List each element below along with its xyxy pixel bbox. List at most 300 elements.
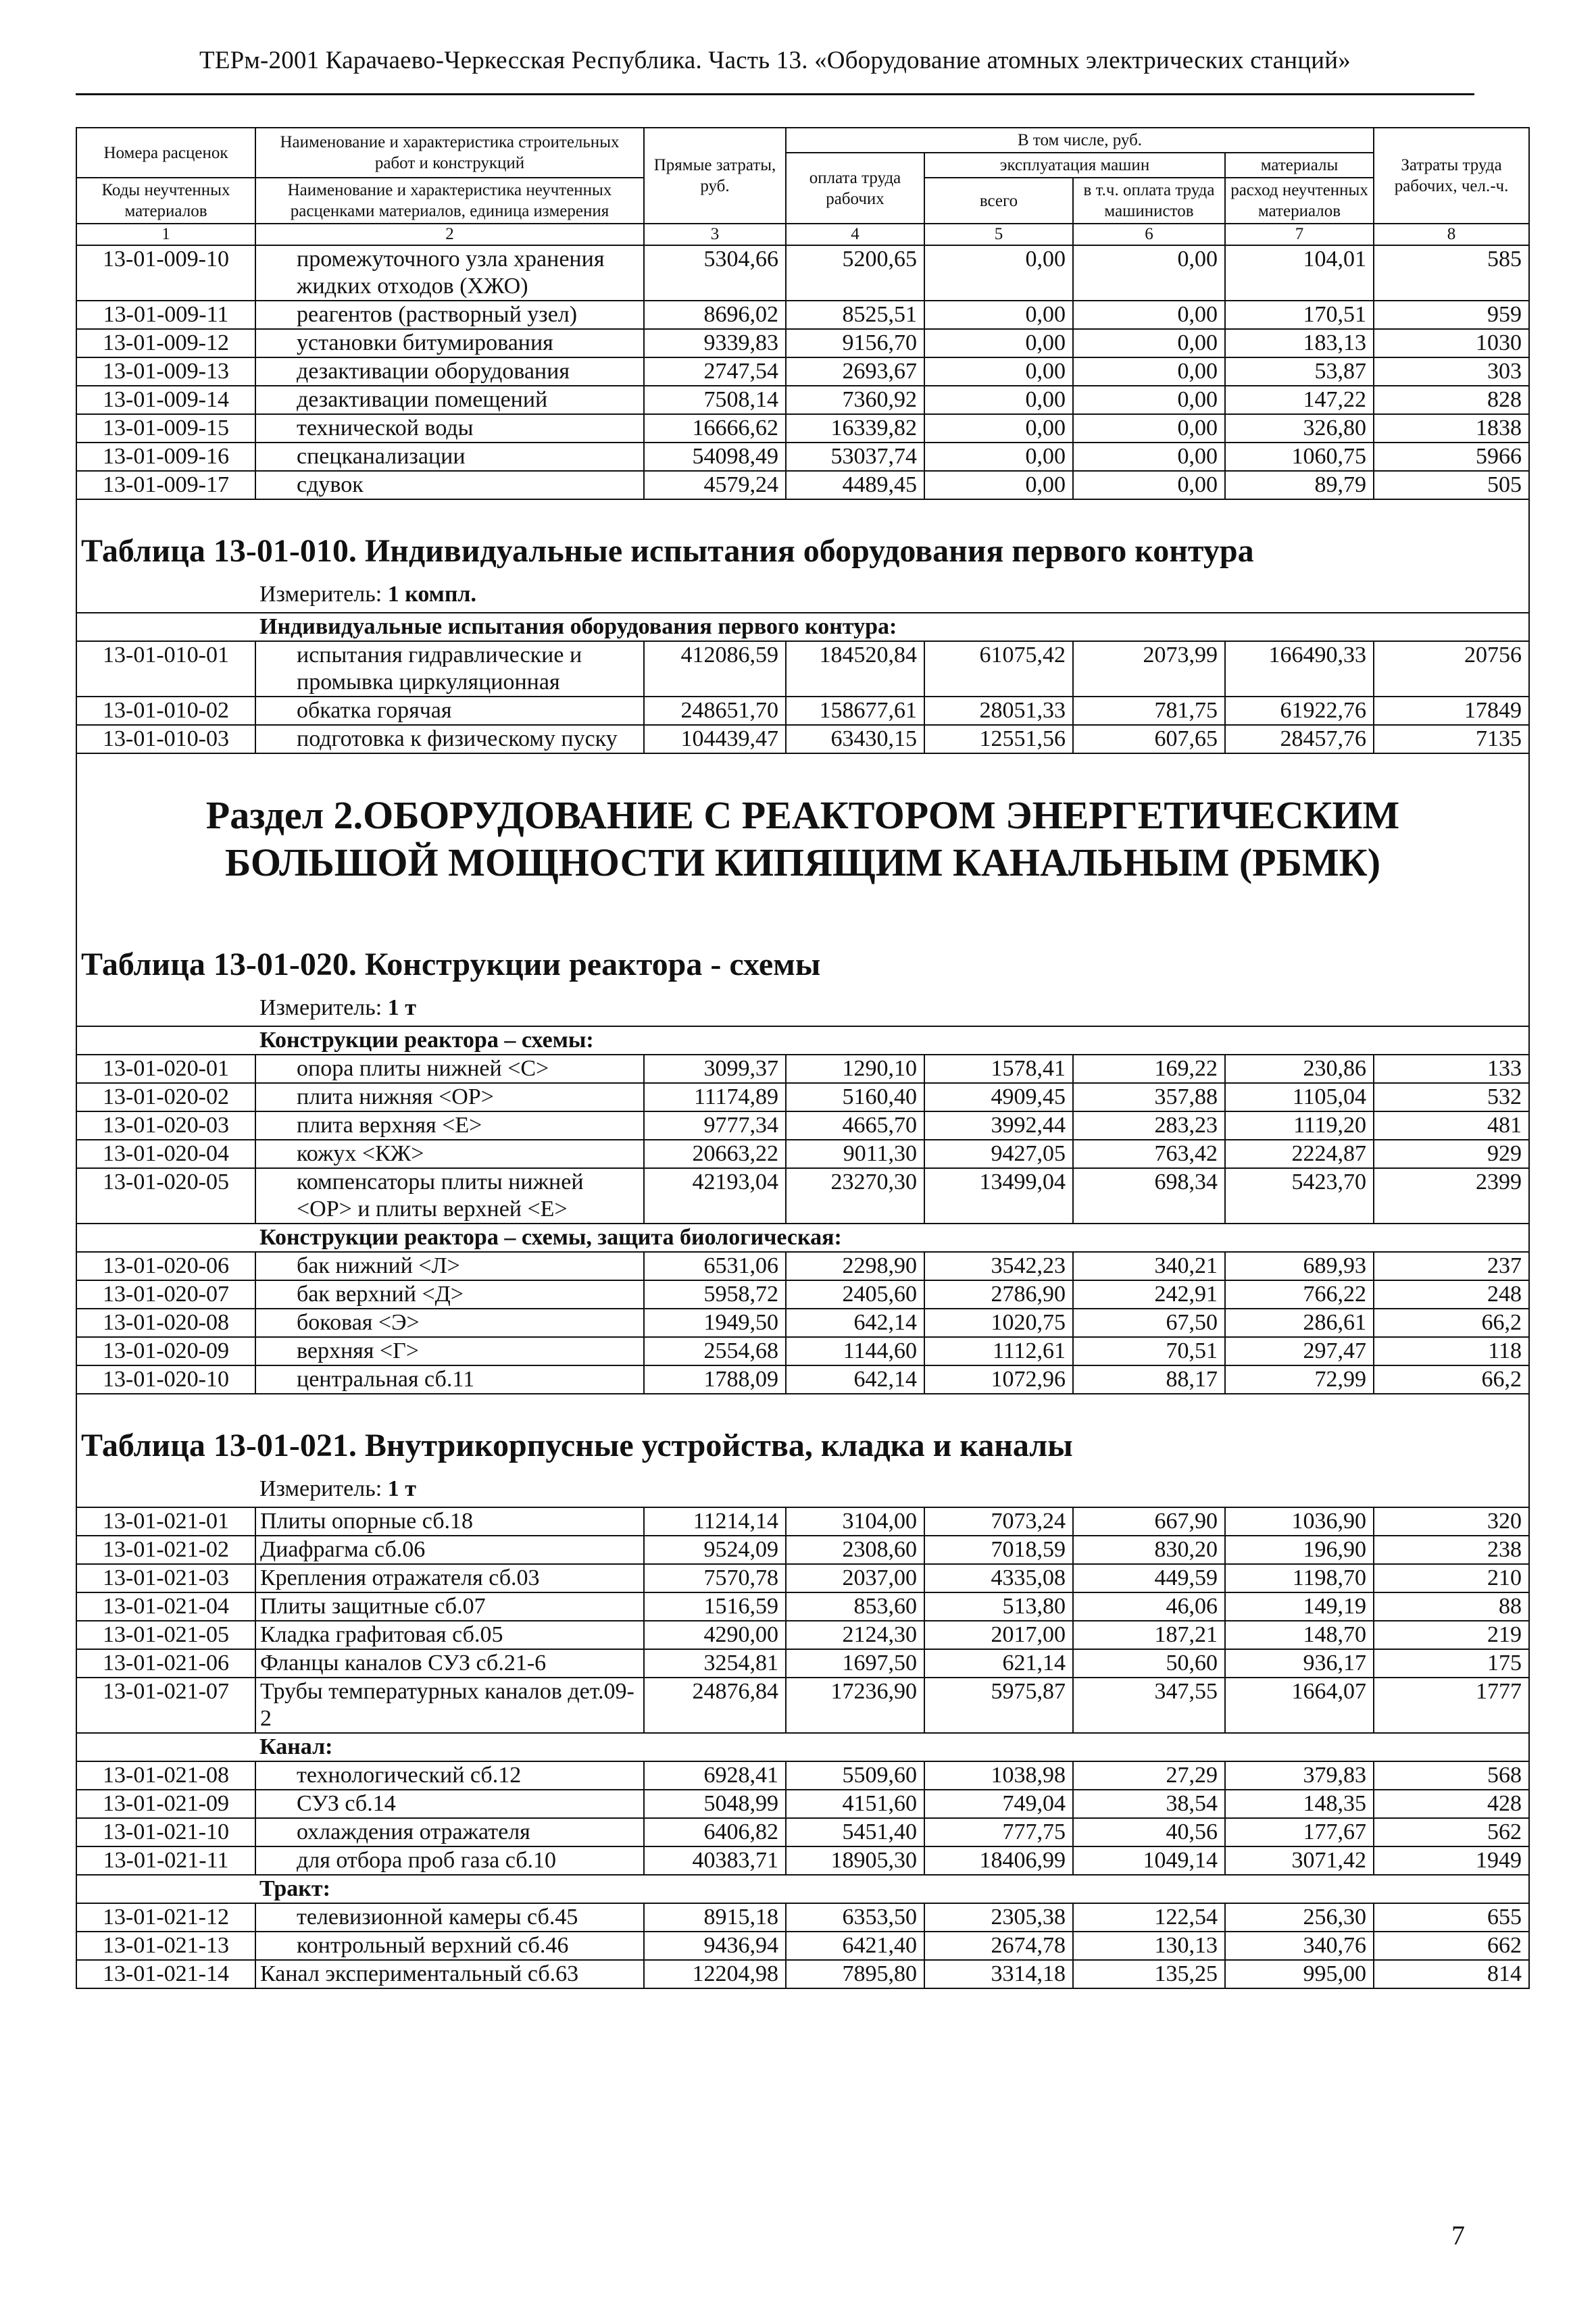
machinist-labor-cost: 0,00 bbox=[1073, 414, 1225, 443]
table-row bbox=[76, 471, 1529, 499]
labor-hours: 7135 bbox=[1374, 725, 1529, 753]
group-label: Тракт: bbox=[76, 1875, 1529, 1903]
direct-cost: 54098,49 bbox=[644, 443, 786, 471]
work-name: Плиты защитные сб.07 bbox=[255, 1592, 644, 1621]
machine-cost: 7018,59 bbox=[924, 1536, 1073, 1564]
labor-cost: 5160,40 bbox=[786, 1083, 924, 1111]
table-row bbox=[76, 1507, 1529, 1536]
column-number: 6 bbox=[1073, 224, 1225, 245]
column-number: 4 bbox=[786, 224, 924, 245]
table-row bbox=[76, 1564, 1529, 1592]
direct-cost: 16666,62 bbox=[644, 414, 786, 443]
work-name: технологический сб.12 bbox=[255, 1761, 644, 1790]
table-row bbox=[76, 1111, 1529, 1140]
group-row bbox=[76, 613, 1529, 641]
rate-code: 13-01-021-14 bbox=[76, 1960, 255, 1988]
work-name: бак нижний <Л> bbox=[255, 1252, 644, 1280]
work-name: кожух <КЖ> bbox=[255, 1140, 644, 1168]
measure-cell bbox=[76, 995, 1529, 1026]
materials-cost: 326,80 bbox=[1225, 414, 1374, 443]
table-row bbox=[76, 1083, 1529, 1111]
table-row bbox=[76, 1846, 1529, 1875]
machinist-labor-cost: 0,00 bbox=[1073, 245, 1225, 301]
direct-cost: 104439,47 bbox=[644, 725, 786, 753]
machinist-labor-cost: 667,90 bbox=[1073, 1507, 1225, 1536]
table-row bbox=[76, 1280, 1529, 1309]
measure-label: Измеритель: bbox=[259, 995, 382, 1020]
rate-code: 13-01-020-06 bbox=[76, 1252, 255, 1280]
group-row bbox=[76, 1875, 1529, 1903]
table-row bbox=[76, 1903, 1529, 1932]
table-row bbox=[76, 443, 1529, 471]
machinist-labor-cost: 0,00 bbox=[1073, 471, 1225, 499]
price-table-body bbox=[76, 128, 1529, 1988]
labor-hours: 66,2 bbox=[1374, 1365, 1529, 1394]
table-title-row bbox=[76, 499, 1529, 581]
direct-cost: 2554,68 bbox=[644, 1337, 786, 1365]
column-number: 3 bbox=[644, 224, 786, 245]
work-name: для отбора проб газа сб.10 bbox=[255, 1846, 644, 1875]
work-name: СУЗ сб.14 bbox=[255, 1790, 644, 1818]
rate-code: 13-01-010-02 bbox=[76, 697, 255, 725]
machinist-labor-cost: 46,06 bbox=[1073, 1592, 1225, 1621]
work-name: Кладка графитовая сб.05 bbox=[255, 1621, 644, 1649]
labor-hours: 562 bbox=[1374, 1818, 1529, 1846]
materials-cost: 148,35 bbox=[1225, 1790, 1374, 1818]
col3-header: Прямые затраты, руб. bbox=[644, 128, 786, 224]
machinist-labor-cost: 187,21 bbox=[1073, 1621, 1225, 1649]
direct-cost: 6406,82 bbox=[644, 1818, 786, 1846]
labor-cost: 7895,80 bbox=[786, 1960, 924, 1988]
labor-cost: 184520,84 bbox=[786, 641, 924, 697]
machinist-labor-cost: 347,55 bbox=[1073, 1678, 1225, 1733]
table-row bbox=[76, 357, 1529, 386]
col8-header: Затраты труда рабочих, чел.-ч. bbox=[1374, 128, 1529, 224]
table-row bbox=[76, 1960, 1529, 1988]
machinist-labor-cost: 0,00 bbox=[1073, 357, 1225, 386]
labor-hours: 532 bbox=[1374, 1083, 1529, 1111]
labor-cost: 1697,50 bbox=[786, 1649, 924, 1678]
materials-cost: 1036,90 bbox=[1225, 1507, 1374, 1536]
labor-hours: 2399 bbox=[1374, 1168, 1529, 1224]
table-title-row bbox=[76, 913, 1529, 995]
column-number: 1 bbox=[76, 224, 255, 245]
machinist-labor-cost: 763,42 bbox=[1073, 1140, 1225, 1168]
machinist-labor-cost: 283,23 bbox=[1073, 1111, 1225, 1140]
rate-code: 13-01-009-17 bbox=[76, 471, 255, 499]
table-row bbox=[76, 1309, 1529, 1337]
measure-cell bbox=[76, 1476, 1529, 1507]
page-number: 7 bbox=[1451, 2220, 1465, 2250]
work-name: охлаждения отражателя bbox=[255, 1818, 644, 1846]
rate-code: 13-01-021-06 bbox=[76, 1649, 255, 1678]
machinist-labor-cost: 242,91 bbox=[1073, 1280, 1225, 1309]
machine-cost: 1578,41 bbox=[924, 1055, 1073, 1083]
col7-header: расход неучтенных материалов bbox=[1225, 178, 1374, 224]
work-name: плита верхняя <Е> bbox=[255, 1111, 644, 1140]
header-row-top bbox=[76, 128, 1529, 153]
rate-code: 13-01-021-04 bbox=[76, 1592, 255, 1621]
materials-cost: 147,22 bbox=[1225, 386, 1374, 414]
machinist-labor-cost: 0,00 bbox=[1073, 386, 1225, 414]
page-header: ТЕРм-2001 Карачаево-Черкесская Республика. Часть 13. «Оборудование атомных электрических станций» bbox=[199, 47, 1351, 74]
labor-hours: 219 bbox=[1374, 1621, 1529, 1649]
materials-cost: 177,67 bbox=[1225, 1818, 1374, 1846]
column-number: 2 bbox=[255, 224, 644, 245]
rate-code: 13-01-020-10 bbox=[76, 1365, 255, 1394]
materials-cost: 170,51 bbox=[1225, 301, 1374, 329]
machinist-labor-cost: 698,34 bbox=[1073, 1168, 1225, 1224]
machine-cost: 3542,23 bbox=[924, 1252, 1073, 1280]
table-row bbox=[76, 329, 1529, 357]
labor-hours: 828 bbox=[1374, 386, 1529, 414]
labor-hours: 248 bbox=[1374, 1280, 1529, 1309]
materials-cost: 1105,04 bbox=[1225, 1083, 1374, 1111]
materials-cost: 1060,75 bbox=[1225, 443, 1374, 471]
table-row bbox=[76, 697, 1529, 725]
table-row bbox=[76, 1536, 1529, 1564]
col1-header-top: Номера расценок bbox=[76, 128, 255, 178]
table-title: Таблица 13-01-010. Индивидуальные испытания оборудования первого контура bbox=[76, 499, 1529, 581]
direct-cost: 6531,06 bbox=[644, 1252, 786, 1280]
work-name: промежуточного узла хранения жидких отходов (ХЖО) bbox=[255, 245, 644, 301]
labor-hours: 655 bbox=[1374, 1903, 1529, 1932]
machinist-labor-cost: 781,75 bbox=[1073, 697, 1225, 725]
labor-cost: 16339,82 bbox=[786, 414, 924, 443]
machine-cost: 3314,18 bbox=[924, 1960, 1073, 1988]
machine-cost: 0,00 bbox=[924, 443, 1073, 471]
rate-code: 13-01-021-12 bbox=[76, 1903, 255, 1932]
labor-hours: 959 bbox=[1374, 301, 1529, 329]
labor-cost: 23270,30 bbox=[786, 1168, 924, 1224]
machine-cost: 61075,42 bbox=[924, 641, 1073, 697]
direct-cost: 248651,70 bbox=[644, 697, 786, 725]
labor-cost: 6353,50 bbox=[786, 1903, 924, 1932]
direct-cost: 9436,94 bbox=[644, 1932, 786, 1960]
labor-cost: 158677,61 bbox=[786, 697, 924, 725]
machinist-labor-cost: 169,22 bbox=[1073, 1055, 1225, 1083]
rate-code: 13-01-021-09 bbox=[76, 1790, 255, 1818]
direct-cost: 12204,98 bbox=[644, 1960, 786, 1988]
rate-code: 13-01-010-03 bbox=[76, 725, 255, 753]
labor-hours: 428 bbox=[1374, 1790, 1529, 1818]
labor-cost: 5509,60 bbox=[786, 1761, 924, 1790]
labor-cost: 4489,45 bbox=[786, 471, 924, 499]
machinist-labor-cost: 38,54 bbox=[1073, 1790, 1225, 1818]
machinist-labor-cost: 50,60 bbox=[1073, 1649, 1225, 1678]
labor-hours: 814 bbox=[1374, 1960, 1529, 1988]
materials-cost: 230,86 bbox=[1225, 1055, 1374, 1083]
group-label: Конструкции реактора – схемы: bbox=[76, 1026, 1529, 1055]
direct-cost: 6928,41 bbox=[644, 1761, 786, 1790]
machine-cost: 0,00 bbox=[924, 414, 1073, 443]
materials-cost: 689,93 bbox=[1225, 1252, 1374, 1280]
table-row bbox=[76, 245, 1529, 301]
materials-cost: 995,00 bbox=[1225, 1960, 1374, 1988]
work-name: боковая <Э> bbox=[255, 1309, 644, 1337]
direct-cost: 3254,81 bbox=[644, 1649, 786, 1678]
section-title-row bbox=[76, 753, 1529, 913]
work-name: Фланцы каналов СУЗ сб.21-6 bbox=[255, 1649, 644, 1678]
table-row bbox=[76, 1592, 1529, 1621]
work-name: сдувок bbox=[255, 471, 644, 499]
materials-cost: 2224,87 bbox=[1225, 1140, 1374, 1168]
group-label: Индивидуальные испытания оборудования первого контура: bbox=[76, 613, 1529, 641]
work-name: контрольный верхний сб.46 bbox=[255, 1932, 644, 1960]
work-name: компенсаторы плиты нижней <ОР> и плиты верхней <Е> bbox=[255, 1168, 644, 1224]
materials-cost: 1198,70 bbox=[1225, 1564, 1374, 1592]
machine-cost: 0,00 bbox=[924, 357, 1073, 386]
rate-code: 13-01-010-01 bbox=[76, 641, 255, 697]
rate-code: 13-01-020-09 bbox=[76, 1337, 255, 1365]
rate-code: 13-01-020-01 bbox=[76, 1055, 255, 1083]
section-title: Раздел 2.ОБОРУДОВАНИЕ С РЕАКТОРОМ ЭНЕРГЕТИЧЕСКИМ БОЛЬШОЙ МОЩНОСТИ КИПЯЩИМ КАНАЛЬНЫМ (РБМК) bbox=[76, 753, 1529, 913]
work-name: спецканализации bbox=[255, 443, 644, 471]
work-name: верхняя <Г> bbox=[255, 1337, 644, 1365]
materials-cost: 104,01 bbox=[1225, 245, 1374, 301]
labor-cost: 9156,70 bbox=[786, 329, 924, 357]
labor-hours: 175 bbox=[1374, 1649, 1529, 1678]
work-name: Канал экспериментальный сб.63 bbox=[255, 1960, 644, 1988]
direct-cost: 412086,59 bbox=[644, 641, 786, 697]
table-row bbox=[76, 725, 1529, 753]
machine-cost: 749,04 bbox=[924, 1790, 1073, 1818]
col1-header-bottom: Коды неучтенных материалов bbox=[76, 178, 255, 224]
materials-cost: 3071,42 bbox=[1225, 1846, 1374, 1875]
labor-cost: 642,14 bbox=[786, 1365, 924, 1394]
machine-cost: 2017,00 bbox=[924, 1621, 1073, 1649]
table-row bbox=[76, 1168, 1529, 1224]
direct-cost: 5958,72 bbox=[644, 1280, 786, 1309]
work-name: Диафрагма сб.06 bbox=[255, 1536, 644, 1564]
labor-cost: 4151,60 bbox=[786, 1790, 924, 1818]
machinist-labor-cost: 70,51 bbox=[1073, 1337, 1225, 1365]
machine-cost: 777,75 bbox=[924, 1818, 1073, 1846]
machinist-labor-cost: 0,00 bbox=[1073, 329, 1225, 357]
direct-cost: 4579,24 bbox=[644, 471, 786, 499]
rate-code: 13-01-021-13 bbox=[76, 1932, 255, 1960]
materials-cost: 53,87 bbox=[1225, 357, 1374, 386]
labor-cost: 63430,15 bbox=[786, 725, 924, 753]
labor-cost: 8525,51 bbox=[786, 301, 924, 329]
machinist-labor-cost: 27,29 bbox=[1073, 1761, 1225, 1790]
col2-header-top: Наименование и характеристика строительных работ и конструкций bbox=[255, 128, 644, 178]
labor-hours: 1030 bbox=[1374, 329, 1529, 357]
labor-hours: 237 bbox=[1374, 1252, 1529, 1280]
table-row bbox=[76, 1365, 1529, 1394]
work-name: технической воды bbox=[255, 414, 644, 443]
work-name: бак верхний <Д> bbox=[255, 1280, 644, 1309]
labor-cost: 1290,10 bbox=[786, 1055, 924, 1083]
labor-hours: 238 bbox=[1374, 1536, 1529, 1564]
labor-hours: 17849 bbox=[1374, 697, 1529, 725]
table-row bbox=[76, 1337, 1529, 1365]
work-name: Плиты опорные сб.18 bbox=[255, 1507, 644, 1536]
labor-cost: 3104,00 bbox=[786, 1507, 924, 1536]
rate-code: 13-01-021-02 bbox=[76, 1536, 255, 1564]
materials-cost: 196,90 bbox=[1225, 1536, 1374, 1564]
direct-cost: 7570,78 bbox=[644, 1564, 786, 1592]
rate-code: 13-01-009-13 bbox=[76, 357, 255, 386]
rate-code: 13-01-009-16 bbox=[76, 443, 255, 471]
measure-cell bbox=[76, 581, 1529, 613]
group-header-materials: материалы bbox=[1225, 153, 1374, 178]
work-name: телевизионной камеры сб.45 bbox=[255, 1903, 644, 1932]
direct-cost: 11214,14 bbox=[644, 1507, 786, 1536]
direct-cost: 5048,99 bbox=[644, 1790, 786, 1818]
materials-cost: 1119,20 bbox=[1225, 1111, 1374, 1140]
group-label: Конструкции реактора – схемы, защита биологическая: bbox=[76, 1224, 1529, 1252]
machine-cost: 0,00 bbox=[924, 386, 1073, 414]
measure-row bbox=[76, 581, 1529, 613]
direct-cost: 11174,89 bbox=[644, 1083, 786, 1111]
machine-cost: 28051,33 bbox=[924, 697, 1073, 725]
direct-cost: 40383,71 bbox=[644, 1846, 786, 1875]
table-row bbox=[76, 386, 1529, 414]
materials-cost: 61922,76 bbox=[1225, 697, 1374, 725]
materials-cost: 166490,33 bbox=[1225, 641, 1374, 697]
machine-cost: 621,14 bbox=[924, 1649, 1073, 1678]
rate-code: 13-01-009-15 bbox=[76, 414, 255, 443]
labor-cost: 53037,74 bbox=[786, 443, 924, 471]
direct-cost: 20663,22 bbox=[644, 1140, 786, 1168]
labor-hours: 568 bbox=[1374, 1761, 1529, 1790]
direct-cost: 24876,84 bbox=[644, 1678, 786, 1733]
rate-code: 13-01-020-04 bbox=[76, 1140, 255, 1168]
price-table bbox=[76, 127, 1530, 1989]
labor-cost: 6421,40 bbox=[786, 1932, 924, 1960]
table-row bbox=[76, 414, 1529, 443]
work-name: подготовка к физическому пуску bbox=[255, 725, 644, 753]
table-row bbox=[76, 1649, 1529, 1678]
labor-hours: 662 bbox=[1374, 1932, 1529, 1960]
direct-cost: 3099,37 bbox=[644, 1055, 786, 1083]
measure-label: Измеритель: bbox=[259, 1476, 382, 1501]
machine-cost: 7073,24 bbox=[924, 1507, 1073, 1536]
materials-cost: 148,70 bbox=[1225, 1621, 1374, 1649]
labor-cost: 5200,65 bbox=[786, 245, 924, 301]
measure-row bbox=[76, 995, 1529, 1026]
machine-cost: 18406,99 bbox=[924, 1846, 1073, 1875]
col4-header: оплата труда рабочих bbox=[786, 153, 924, 224]
work-name: дезактивации помещений bbox=[255, 386, 644, 414]
table-row bbox=[76, 1932, 1529, 1960]
rate-code: 13-01-009-12 bbox=[76, 329, 255, 357]
rate-code: 13-01-009-10 bbox=[76, 245, 255, 301]
machinist-labor-cost: 67,50 bbox=[1073, 1309, 1225, 1337]
rate-code: 13-01-021-08 bbox=[76, 1761, 255, 1790]
labor-cost: 4665,70 bbox=[786, 1111, 924, 1140]
column-numbers-row bbox=[76, 224, 1529, 245]
machine-cost: 2674,78 bbox=[924, 1932, 1073, 1960]
work-name: центральная сб.11 bbox=[255, 1365, 644, 1394]
rate-code: 13-01-020-03 bbox=[76, 1111, 255, 1140]
machinist-labor-cost: 830,20 bbox=[1073, 1536, 1225, 1564]
labor-hours: 1949 bbox=[1374, 1846, 1529, 1875]
labor-cost: 17236,90 bbox=[786, 1678, 924, 1733]
machine-cost: 12551,56 bbox=[924, 725, 1073, 753]
machine-cost: 1020,75 bbox=[924, 1309, 1073, 1337]
direct-cost: 9777,34 bbox=[644, 1111, 786, 1140]
table-row bbox=[76, 1678, 1529, 1733]
group-row bbox=[76, 1026, 1529, 1055]
machinist-labor-cost: 0,00 bbox=[1073, 301, 1225, 329]
materials-cost: 297,47 bbox=[1225, 1337, 1374, 1365]
machine-cost: 3992,44 bbox=[924, 1111, 1073, 1140]
direct-cost: 5304,66 bbox=[644, 245, 786, 301]
machinist-labor-cost: 88,17 bbox=[1073, 1365, 1225, 1394]
group-row bbox=[76, 1733, 1529, 1761]
column-number: 7 bbox=[1225, 224, 1374, 245]
labor-hours: 66,2 bbox=[1374, 1309, 1529, 1337]
labor-cost: 5451,40 bbox=[786, 1818, 924, 1846]
work-name: Крепления отражателя сб.03 bbox=[255, 1564, 644, 1592]
machinist-labor-cost: 0,00 bbox=[1073, 443, 1225, 471]
labor-hours: 118 bbox=[1374, 1337, 1529, 1365]
table-title: Таблица 13-01-020. Конструкции реактора - схемы bbox=[76, 913, 1529, 995]
labor-cost: 1144,60 bbox=[786, 1337, 924, 1365]
table-row bbox=[76, 1140, 1529, 1168]
labor-cost: 2693,67 bbox=[786, 357, 924, 386]
table-row bbox=[76, 1790, 1529, 1818]
table-row bbox=[76, 1055, 1529, 1083]
labor-cost: 642,14 bbox=[786, 1309, 924, 1337]
rate-code: 13-01-021-03 bbox=[76, 1564, 255, 1592]
materials-cost: 286,61 bbox=[1225, 1309, 1374, 1337]
rate-code: 13-01-020-02 bbox=[76, 1083, 255, 1111]
labor-hours: 320 bbox=[1374, 1507, 1529, 1536]
machine-cost: 1038,98 bbox=[924, 1761, 1073, 1790]
machinist-labor-cost: 607,65 bbox=[1073, 725, 1225, 753]
materials-cost: 1664,07 bbox=[1225, 1678, 1374, 1733]
machine-cost: 4335,08 bbox=[924, 1564, 1073, 1592]
labor-hours: 5966 bbox=[1374, 443, 1529, 471]
direct-cost: 8915,18 bbox=[644, 1903, 786, 1932]
materials-cost: 28457,76 bbox=[1225, 725, 1374, 753]
col5-header: всего bbox=[924, 178, 1073, 224]
measure-row bbox=[76, 1476, 1529, 1507]
column-number: 5 bbox=[924, 224, 1073, 245]
materials-cost: 379,83 bbox=[1225, 1761, 1374, 1790]
machine-cost: 13499,04 bbox=[924, 1168, 1073, 1224]
direct-cost: 8696,02 bbox=[644, 301, 786, 329]
labor-cost: 2124,30 bbox=[786, 1621, 924, 1649]
machine-cost: 9427,05 bbox=[924, 1140, 1073, 1168]
materials-cost: 936,17 bbox=[1225, 1649, 1374, 1678]
work-name: дезактивации оборудования bbox=[255, 357, 644, 386]
machine-cost: 0,00 bbox=[924, 329, 1073, 357]
work-name: плита нижняя <ОР> bbox=[255, 1083, 644, 1111]
group-row bbox=[76, 1224, 1529, 1252]
materials-cost: 72,99 bbox=[1225, 1365, 1374, 1394]
materials-cost: 766,22 bbox=[1225, 1280, 1374, 1309]
machine-cost: 5975,87 bbox=[924, 1678, 1073, 1733]
rate-code: 13-01-021-10 bbox=[76, 1818, 255, 1846]
work-name: обкатка горячая bbox=[255, 697, 644, 725]
machinist-labor-cost: 130,13 bbox=[1073, 1932, 1225, 1960]
labor-cost: 2037,00 bbox=[786, 1564, 924, 1592]
work-name: опора плиты нижней <С> bbox=[255, 1055, 644, 1083]
machinist-labor-cost: 122,54 bbox=[1073, 1903, 1225, 1932]
materials-cost: 5423,70 bbox=[1225, 1168, 1374, 1224]
labor-hours: 505 bbox=[1374, 471, 1529, 499]
rate-code: 13-01-021-05 bbox=[76, 1621, 255, 1649]
table-title: Таблица 13-01-021. Внутрикорпусные устройства, кладка и каналы bbox=[76, 1394, 1529, 1476]
machinist-labor-cost: 40,56 bbox=[1073, 1818, 1225, 1846]
labor-cost: 9011,30 bbox=[786, 1140, 924, 1168]
measure-value: 1 т bbox=[387, 1476, 416, 1501]
labor-cost: 2298,90 bbox=[786, 1252, 924, 1280]
